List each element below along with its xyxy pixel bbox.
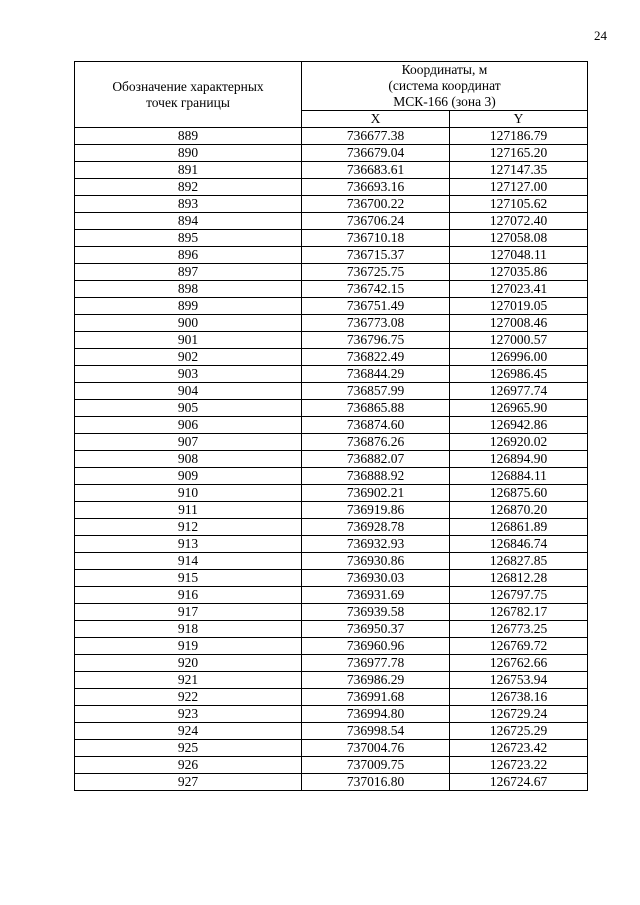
table-row — [75, 638, 588, 655]
point-cell: 926 — [75, 757, 302, 774]
table-row — [75, 366, 588, 383]
table-row — [75, 672, 588, 689]
table-row — [75, 417, 588, 434]
y-coordinate-cell: 126965.90 — [450, 400, 588, 417]
y-coordinate-cell: 127008.46 — [450, 315, 588, 332]
x-coordinate-cell: 736844.29 — [302, 366, 450, 383]
x-coordinate-cell: 736683.61 — [302, 162, 450, 179]
x-coordinate-cell: 736950.37 — [302, 621, 450, 638]
y-coordinate-cell: 126986.45 — [450, 366, 588, 383]
y-coordinate-cell: 127127.00 — [450, 179, 588, 196]
y-coordinate-cell: 126875.60 — [450, 485, 588, 502]
table-row — [75, 281, 588, 298]
table-row — [75, 604, 588, 621]
y-coordinate-cell: 127186.79 — [450, 128, 588, 145]
table-row — [75, 247, 588, 264]
table-row — [75, 349, 588, 366]
point-cell: 892 — [75, 179, 302, 196]
y-coordinate-cell: 126861.89 — [450, 519, 588, 536]
point-cell: 913 — [75, 536, 302, 553]
table-row — [75, 757, 588, 774]
point-cell: 918 — [75, 621, 302, 638]
point-cell: 915 — [75, 570, 302, 587]
x-coordinate-cell: 736725.75 — [302, 264, 450, 281]
y-coordinate-cell: 127048.11 — [450, 247, 588, 264]
coords-header-line: МСК-166 (зона 3) — [393, 94, 496, 109]
point-cell: 923 — [75, 706, 302, 723]
point-cell: 909 — [75, 468, 302, 485]
y-coordinate-cell: 126870.20 — [450, 502, 588, 519]
x-coordinate-cell: 736822.49 — [302, 349, 450, 366]
table-row — [75, 400, 588, 417]
x-coordinate-cell: 736874.60 — [302, 417, 450, 434]
point-cell: 924 — [75, 723, 302, 740]
table-row — [75, 451, 588, 468]
x-coordinate-cell: 736939.58 — [302, 604, 450, 621]
y-coordinate-cell: 127165.20 — [450, 145, 588, 162]
table-row — [75, 128, 588, 145]
point-cell: 894 — [75, 213, 302, 230]
point-cell: 910 — [75, 485, 302, 502]
x-coordinate-cell: 736960.96 — [302, 638, 450, 655]
point-cell: 903 — [75, 366, 302, 383]
point-cell: 911 — [75, 502, 302, 519]
coords-header-line: Координаты, м — [401, 62, 488, 77]
point-cell: 900 — [75, 315, 302, 332]
x-coordinate-cell: 736773.08 — [302, 315, 450, 332]
x-coordinate-cell: 736994.80 — [302, 706, 450, 723]
table-row — [75, 706, 588, 723]
table-row — [75, 570, 588, 587]
y-coordinate-cell: 127023.41 — [450, 281, 588, 298]
table-row — [75, 434, 588, 451]
y-coordinate-cell: 126738.16 — [450, 689, 588, 706]
point-cell: 902 — [75, 349, 302, 366]
point-header-line: точек границы — [146, 94, 230, 110]
table-row — [75, 655, 588, 672]
x-coordinate-cell: 736677.38 — [302, 128, 450, 145]
x-coordinate-cell: 736998.54 — [302, 723, 450, 740]
point-cell: 891 — [75, 162, 302, 179]
y-coordinate-cell: 126812.28 — [450, 570, 588, 587]
y-coordinate-cell: 126769.72 — [450, 638, 588, 655]
x-coordinate-cell: 736902.21 — [302, 485, 450, 502]
table-row — [75, 621, 588, 638]
y-coordinate-cell: 127000.57 — [450, 332, 588, 349]
x-coordinate-cell: 736715.37 — [302, 247, 450, 264]
x-coordinate-cell: 736876.26 — [302, 434, 450, 451]
x-coordinate-cell: 736930.86 — [302, 553, 450, 570]
x-coordinate-cell: 736882.07 — [302, 451, 450, 468]
point-cell: 922 — [75, 689, 302, 706]
x-coordinate-cell: 737004.76 — [302, 740, 450, 757]
table-row — [75, 179, 588, 196]
coords-header-line: (система координат — [388, 78, 501, 93]
table-row — [75, 230, 588, 247]
x-column-header: X — [302, 111, 450, 128]
table-row — [75, 332, 588, 349]
table-row — [75, 264, 588, 281]
table-row — [75, 162, 588, 179]
y-coordinate-cell: 126996.00 — [450, 349, 588, 366]
point-cell: 914 — [75, 553, 302, 570]
x-coordinate-cell: 736931.69 — [302, 587, 450, 604]
y-coordinate-cell: 126723.42 — [450, 740, 588, 757]
y-coordinate-cell: 126942.86 — [450, 417, 588, 434]
point-cell: 889 — [75, 128, 302, 145]
y-coordinate-cell: 127019.05 — [450, 298, 588, 315]
point-cell: 897 — [75, 264, 302, 281]
table-row — [75, 298, 588, 315]
x-coordinate-cell: 737016.80 — [302, 774, 450, 791]
point-cell: 927 — [75, 774, 302, 791]
coordinates-header — [302, 62, 588, 111]
y-coordinate-cell: 126762.66 — [450, 655, 588, 672]
y-coordinate-cell: 126773.25 — [450, 621, 588, 638]
page-number: 24 — [594, 28, 607, 43]
x-coordinate-cell: 736679.04 — [302, 145, 450, 162]
table-header — [75, 62, 588, 128]
y-coordinate-cell: 126725.29 — [450, 723, 588, 740]
y-coordinate-cell: 126884.11 — [450, 468, 588, 485]
table-row — [75, 740, 588, 757]
table-body — [75, 128, 588, 791]
point-designation-header — [75, 62, 302, 128]
y-coordinate-cell: 126846.74 — [450, 536, 588, 553]
y-coordinate-cell: 126729.24 — [450, 706, 588, 723]
point-cell: 916 — [75, 587, 302, 604]
table-row — [75, 468, 588, 485]
point-header-line: Обозначение характерных — [112, 78, 264, 94]
point-cell: 890 — [75, 145, 302, 162]
x-coordinate-cell: 736865.88 — [302, 400, 450, 417]
x-coordinate-cell: 736930.03 — [302, 570, 450, 587]
x-coordinate-cell: 736928.78 — [302, 519, 450, 536]
x-coordinate-cell: 736991.68 — [302, 689, 450, 706]
table-row — [75, 502, 588, 519]
y-coordinate-cell: 127147.35 — [450, 162, 588, 179]
y-coordinate-cell: 126782.17 — [450, 604, 588, 621]
x-coordinate-cell: 736977.78 — [302, 655, 450, 672]
table-row — [75, 587, 588, 604]
point-cell: 901 — [75, 332, 302, 349]
table-row — [75, 213, 588, 230]
point-cell: 921 — [75, 672, 302, 689]
x-coordinate-cell: 736986.29 — [302, 672, 450, 689]
point-cell: 893 — [75, 196, 302, 213]
y-coordinate-cell: 126753.94 — [450, 672, 588, 689]
point-cell: 912 — [75, 519, 302, 536]
y-coordinate-cell: 127058.08 — [450, 230, 588, 247]
x-coordinate-cell: 737009.75 — [302, 757, 450, 774]
x-coordinate-cell: 736796.75 — [302, 332, 450, 349]
y-column-header: Y — [450, 111, 588, 128]
point-cell: 899 — [75, 298, 302, 315]
point-cell: 904 — [75, 383, 302, 400]
y-coordinate-cell: 126724.67 — [450, 774, 588, 791]
table-row — [75, 485, 588, 502]
point-cell: 920 — [75, 655, 302, 672]
table-row — [75, 553, 588, 570]
point-cell: 905 — [75, 400, 302, 417]
x-coordinate-cell: 736857.99 — [302, 383, 450, 400]
y-coordinate-cell: 126894.90 — [450, 451, 588, 468]
table-row — [75, 383, 588, 400]
point-cell: 906 — [75, 417, 302, 434]
table-row — [75, 689, 588, 706]
x-coordinate-cell: 736693.16 — [302, 179, 450, 196]
y-coordinate-cell: 126827.85 — [450, 553, 588, 570]
x-coordinate-cell: 736932.93 — [302, 536, 450, 553]
point-cell: 896 — [75, 247, 302, 264]
y-coordinate-cell: 127035.86 — [450, 264, 588, 281]
x-coordinate-cell: 736888.92 — [302, 468, 450, 485]
point-cell: 895 — [75, 230, 302, 247]
y-coordinate-cell: 127105.62 — [450, 196, 588, 213]
point-cell: 908 — [75, 451, 302, 468]
point-cell: 898 — [75, 281, 302, 298]
point-cell: 917 — [75, 604, 302, 621]
y-coordinate-cell: 126977.74 — [450, 383, 588, 400]
y-coordinate-cell: 126797.75 — [450, 587, 588, 604]
table-row — [75, 315, 588, 332]
y-coordinate-cell: 126920.02 — [450, 434, 588, 451]
x-coordinate-cell: 736700.22 — [302, 196, 450, 213]
point-cell: 919 — [75, 638, 302, 655]
table-row — [75, 723, 588, 740]
point-cell: 907 — [75, 434, 302, 451]
table-row — [75, 196, 588, 213]
table-row — [75, 774, 588, 791]
coordinates-table — [74, 61, 588, 791]
table-row — [75, 536, 588, 553]
table-row — [75, 145, 588, 162]
x-coordinate-cell: 736919.86 — [302, 502, 450, 519]
table-row — [75, 519, 588, 536]
x-coordinate-cell: 736706.24 — [302, 213, 450, 230]
x-coordinate-cell: 736710.18 — [302, 230, 450, 247]
y-coordinate-cell: 127072.40 — [450, 213, 588, 230]
point-cell: 925 — [75, 740, 302, 757]
x-coordinate-cell: 736742.15 — [302, 281, 450, 298]
x-coordinate-cell: 736751.49 — [302, 298, 450, 315]
y-coordinate-cell: 126723.22 — [450, 757, 588, 774]
